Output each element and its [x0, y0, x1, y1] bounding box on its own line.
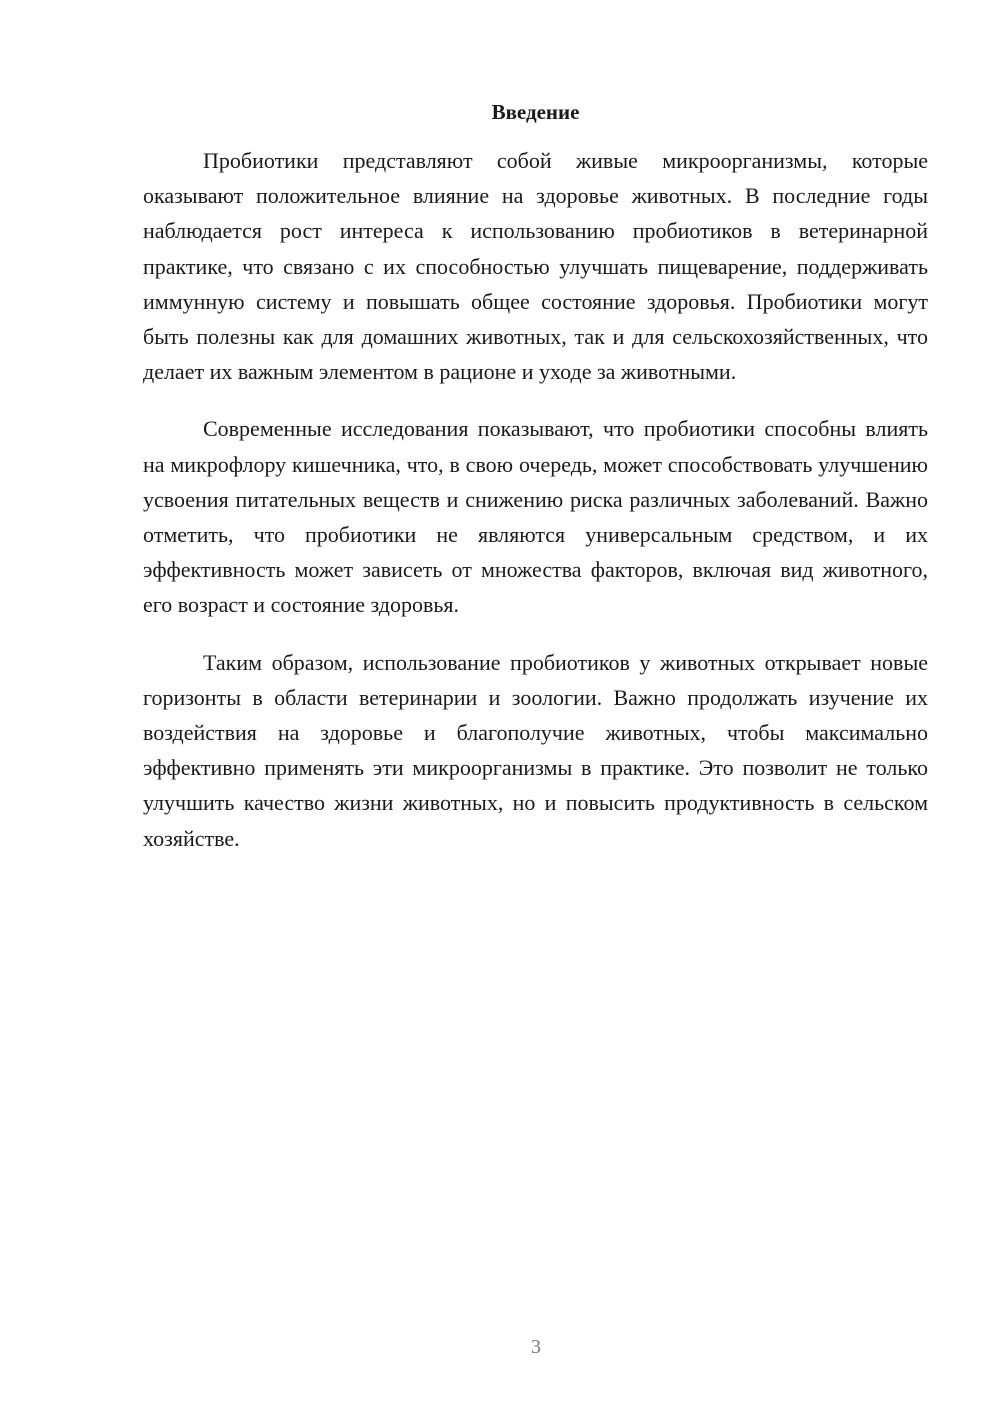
paragraph-1: Пробиотики представляют собой живые микроорганизмы, которые оказывают положительное влияние на здоровье животных. В последние годы наблюдается рост интереса к использованию пробиотиков в ветеринарной практике, что связано с их способностью улучшать пищеварение, поддерживать иммунную систему и повышать общее состояние здоровья. Пробиотики могут быть полезны как для домашних животных, так и для сельскохозяйственных, что делает их важным элементом в рационе и уходе за животными.: [143, 148, 928, 385]
body-text: [143, 143, 928, 878]
paragraph-3: Таким образом, использование пробиотиков у животных открывает новые горизонты в области ветеринарии и зоологии. Важно продолжать изучение их воздействия на здоровье и благополучие животных, чтобы максимально эффективно применять эти микроорганизмы в практике. Это позволит не только улучшить качество жизни животных, но и повысить продуктивность в сельском хозяйстве.: [143, 649, 928, 851]
paragraph-2: Современные исследования показывают, что пробиотики способны влиять на микрофлору кишечника, что, в свою очередь, может способствовать улучшению усвоения питательных веществ и снижению риска различных заболеваний. Важно отметить, что пробиотики не являются универсальным средством, и их эффективность может зависеть от множества факторов, включая вид животного, его возраст и состояние здоровья.: [143, 416, 928, 618]
section-heading: Введение: [491, 100, 580, 124]
page-number: 3: [531, 1336, 541, 1358]
